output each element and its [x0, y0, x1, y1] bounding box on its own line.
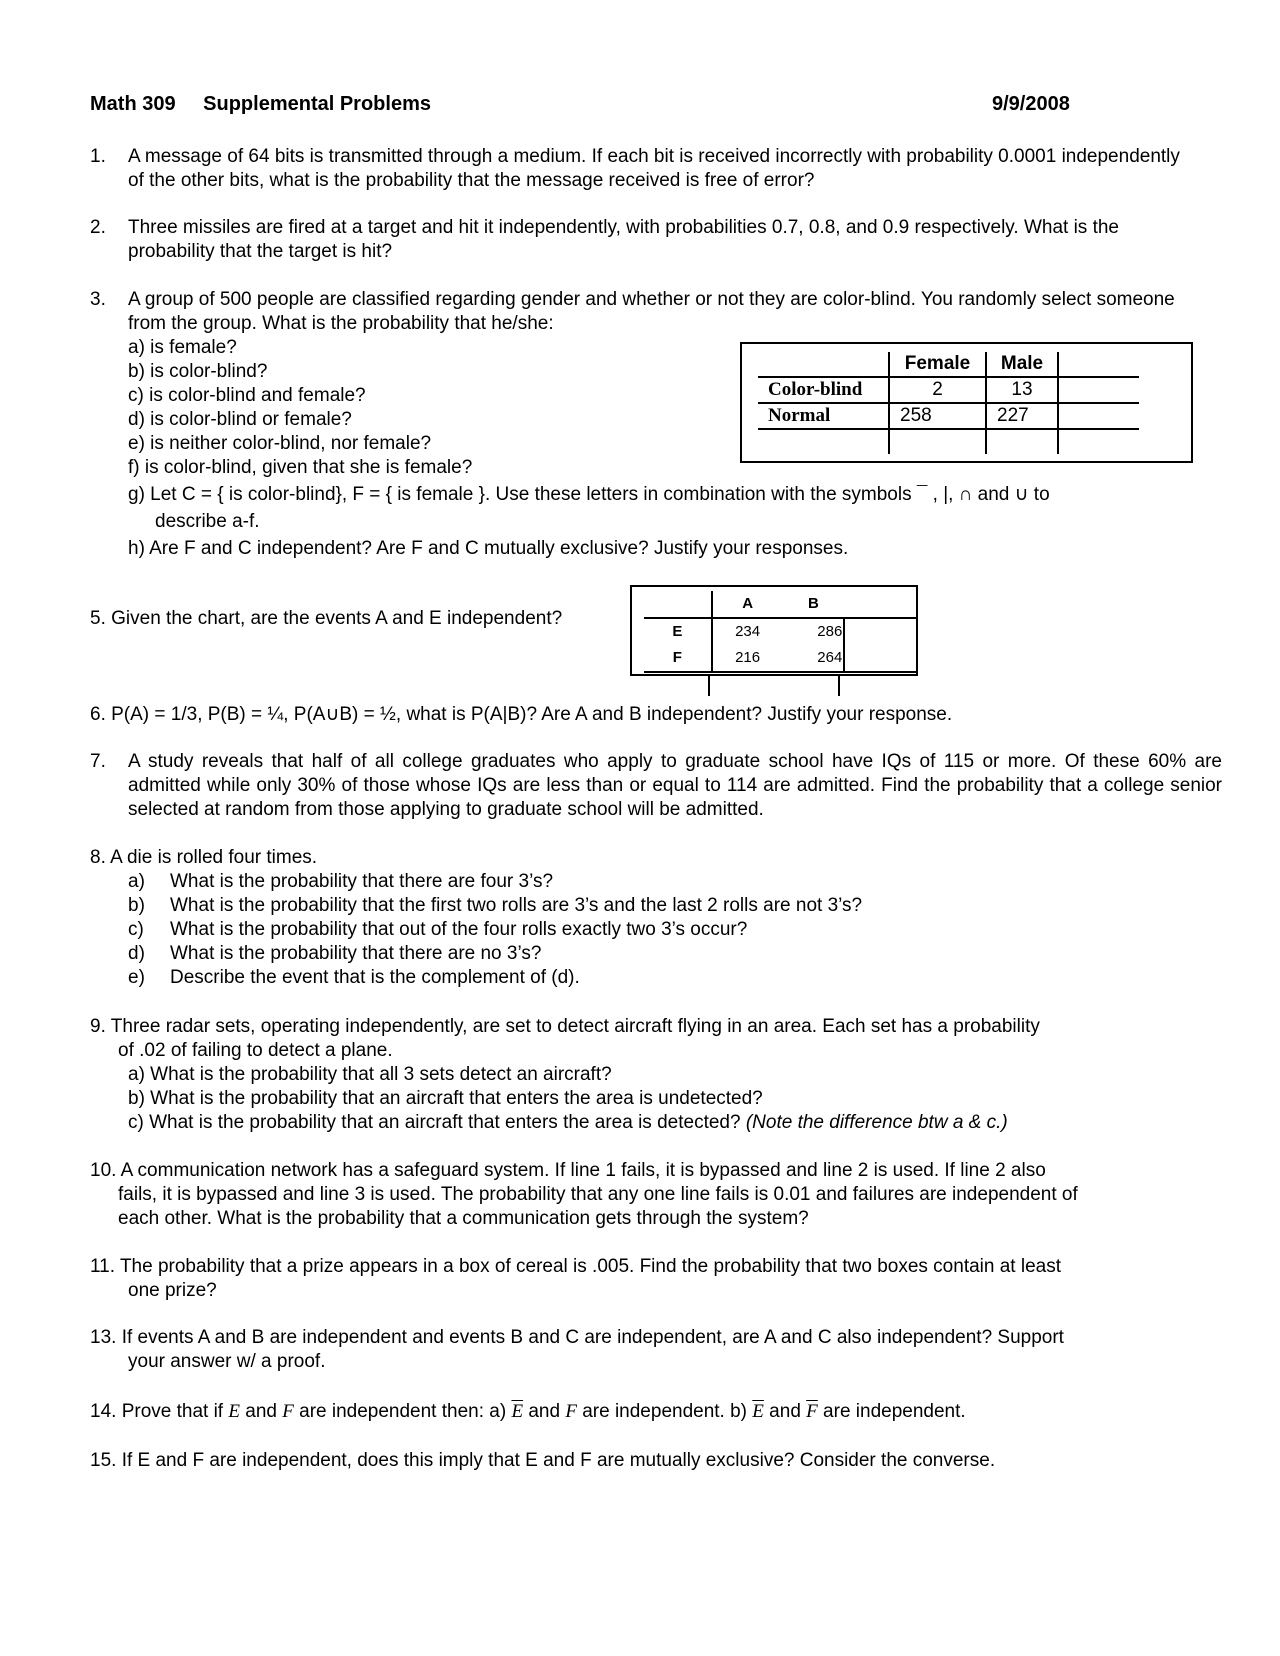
symbols: ¯ , |, ∩ and ∪ to — [916, 484, 1050, 505]
part: d) What is the probability that there are no 3’s? — [128, 943, 542, 964]
cell: 216 — [712, 645, 783, 672]
line: one prize? — [128, 1280, 217, 1301]
problem-9 — [90, 1015, 1240, 1135]
problem-2 — [90, 216, 1200, 264]
part: d) is color-blind or female? — [128, 409, 352, 430]
problem-text: 8. A die is rolled four times. — [90, 847, 318, 868]
line: of .02 of failing to detect a plane. — [118, 1040, 393, 1061]
part: b) What is the probability that the first two rolls are 3’s and the last 2 rolls are not 3’s? — [128, 895, 863, 916]
colorblind-table — [740, 342, 1193, 463]
table-line — [838, 674, 840, 696]
problem-1 — [90, 145, 1190, 193]
number: 7. — [90, 751, 106, 772]
problem-13 — [90, 1326, 1240, 1374]
cell: 258 — [889, 403, 986, 429]
problem-5: 5. Given the chart, are the events A and E independent? — [90, 608, 563, 629]
part: a) is female? — [128, 337, 237, 358]
problem-8 — [90, 846, 1190, 990]
part-g — [128, 483, 1200, 507]
events-table — [630, 585, 918, 676]
line: 10. A communication network has a safeguard system. If line 1 fails, it is bypassed and line 2 is used. If line 2 also — [90, 1160, 1046, 1181]
date: 9/9/2008 — [992, 93, 1070, 115]
cell: 264 — [783, 645, 845, 672]
part: c) is color-blind and female? — [128, 385, 366, 406]
cell: 2 — [889, 377, 986, 403]
part: b) What is the probability that an aircraft that enters the area is undetected? — [128, 1088, 763, 1109]
part: f) is color-blind, given that she is female? — [128, 457, 473, 478]
problem-text: A study reveals that half of all college graduates who apply to graduate school have IQs of 115 or more. Of these 60% are admitted while only 30% of those whose IQs are less than or equal to 114 are admitted. Find the probability that a college senior selected at random from those applying to graduate school will be admitted. — [128, 751, 1222, 820]
problem-11 — [90, 1255, 1240, 1303]
problem-text: A group of 500 people are classified regarding gender and whether or not they are color-blind. You randomly select someone from the group. What is the probability that he/she: — [128, 289, 1175, 334]
col-header: A — [712, 591, 783, 618]
row-label: F — [644, 645, 712, 672]
row-label: Normal — [758, 403, 889, 429]
part-h: h) Are F and C independent? Are F and C mutually exclusive? Justify your responses. — [128, 538, 849, 559]
cell: 227 — [986, 403, 1058, 429]
line: each other. What is the probability that a communication gets through the system? — [118, 1208, 809, 1229]
header — [90, 92, 1190, 116]
number: 1. — [90, 146, 106, 167]
problem-text: Three missiles are fired at a target and hit it independently, with probabilities 0.7, 0.8, and 0.9 respectively. What is the probability that the target is hit? — [128, 217, 1119, 262]
doc-title: Supplemental Problems — [203, 93, 431, 115]
problem-15: 15. If E and F are independent, does this imply that E and F are mutually exclusive? Consider the converse. — [90, 1450, 996, 1471]
problem-6: 6. P(A) = 1/3, P(B) = ¼, P(A∪B) = ½, what is P(A|B)? Are A and B independent? Justify your response. — [90, 704, 953, 725]
table-line — [708, 674, 710, 696]
course: Math 309 — [90, 93, 176, 115]
part: c) What is the probability that out of the four rolls exactly two 3’s occur? — [128, 919, 748, 940]
col-header: Male — [986, 352, 1058, 377]
cell: 234 — [712, 618, 783, 645]
cell: 286 — [783, 618, 845, 645]
col-header: B — [783, 591, 845, 618]
problem-10 — [90, 1159, 1240, 1231]
text: g) Let C = { is color-blind}, F = { is female }. Use these letters in combination with the symbols — [128, 484, 917, 505]
part: a) What is the probability that there are four 3’s? — [128, 871, 554, 892]
problem-14: 14. Prove that if E and F are independent then: a) $\overline{E}$ and F are independent. b) $\overline{E}$ and $\overline{F}$ are independent. — [90, 1401, 966, 1422]
row-label: E — [672, 623, 683, 640]
line: 11. The probability that a prize appears in a box of cereal is .005. Find the probability that two boxes contain at least — [90, 1256, 1061, 1277]
number: 3. — [90, 289, 106, 310]
problem-7 — [90, 750, 1222, 822]
part: b) is color-blind? — [128, 361, 268, 382]
part: e) is neither color-blind, nor female? — [128, 433, 432, 454]
row-label: Color-blind — [758, 377, 889, 403]
part: a) What is the probability that all 3 sets detect an aircraft? — [128, 1064, 612, 1085]
col-header: Female — [889, 352, 986, 377]
line: 9. Three radar sets, operating independently, are set to detect aircraft flying in an area. Each set has a probability — [90, 1016, 1040, 1037]
part: e) Describe the event that is the complement of (d). — [128, 967, 580, 988]
line: fails, it is bypassed and line 3 is used. The probability that any one line fails is 0.01 and failures are independent of — [118, 1184, 1078, 1205]
line: your answer w/ a proof. — [128, 1351, 326, 1372]
problem-text: A message of 64 bits is transmitted through a medium. If each bit is received incorrectly with probability 0.0001 independently of the other bits, what is the probability that the message received is free of error? — [128, 146, 1180, 191]
line: 13. If events A and B are independent and events B and C are independent, are A and C also independent? Support — [90, 1327, 1064, 1348]
part-g-cont: describe a-f. — [155, 511, 260, 532]
number: 2. — [90, 217, 106, 238]
part: c) What is the probability that an aircraft that enters the area is detected? (Note the difference btw a & c.) — [128, 1112, 1008, 1133]
cell: 13 — [986, 377, 1058, 403]
